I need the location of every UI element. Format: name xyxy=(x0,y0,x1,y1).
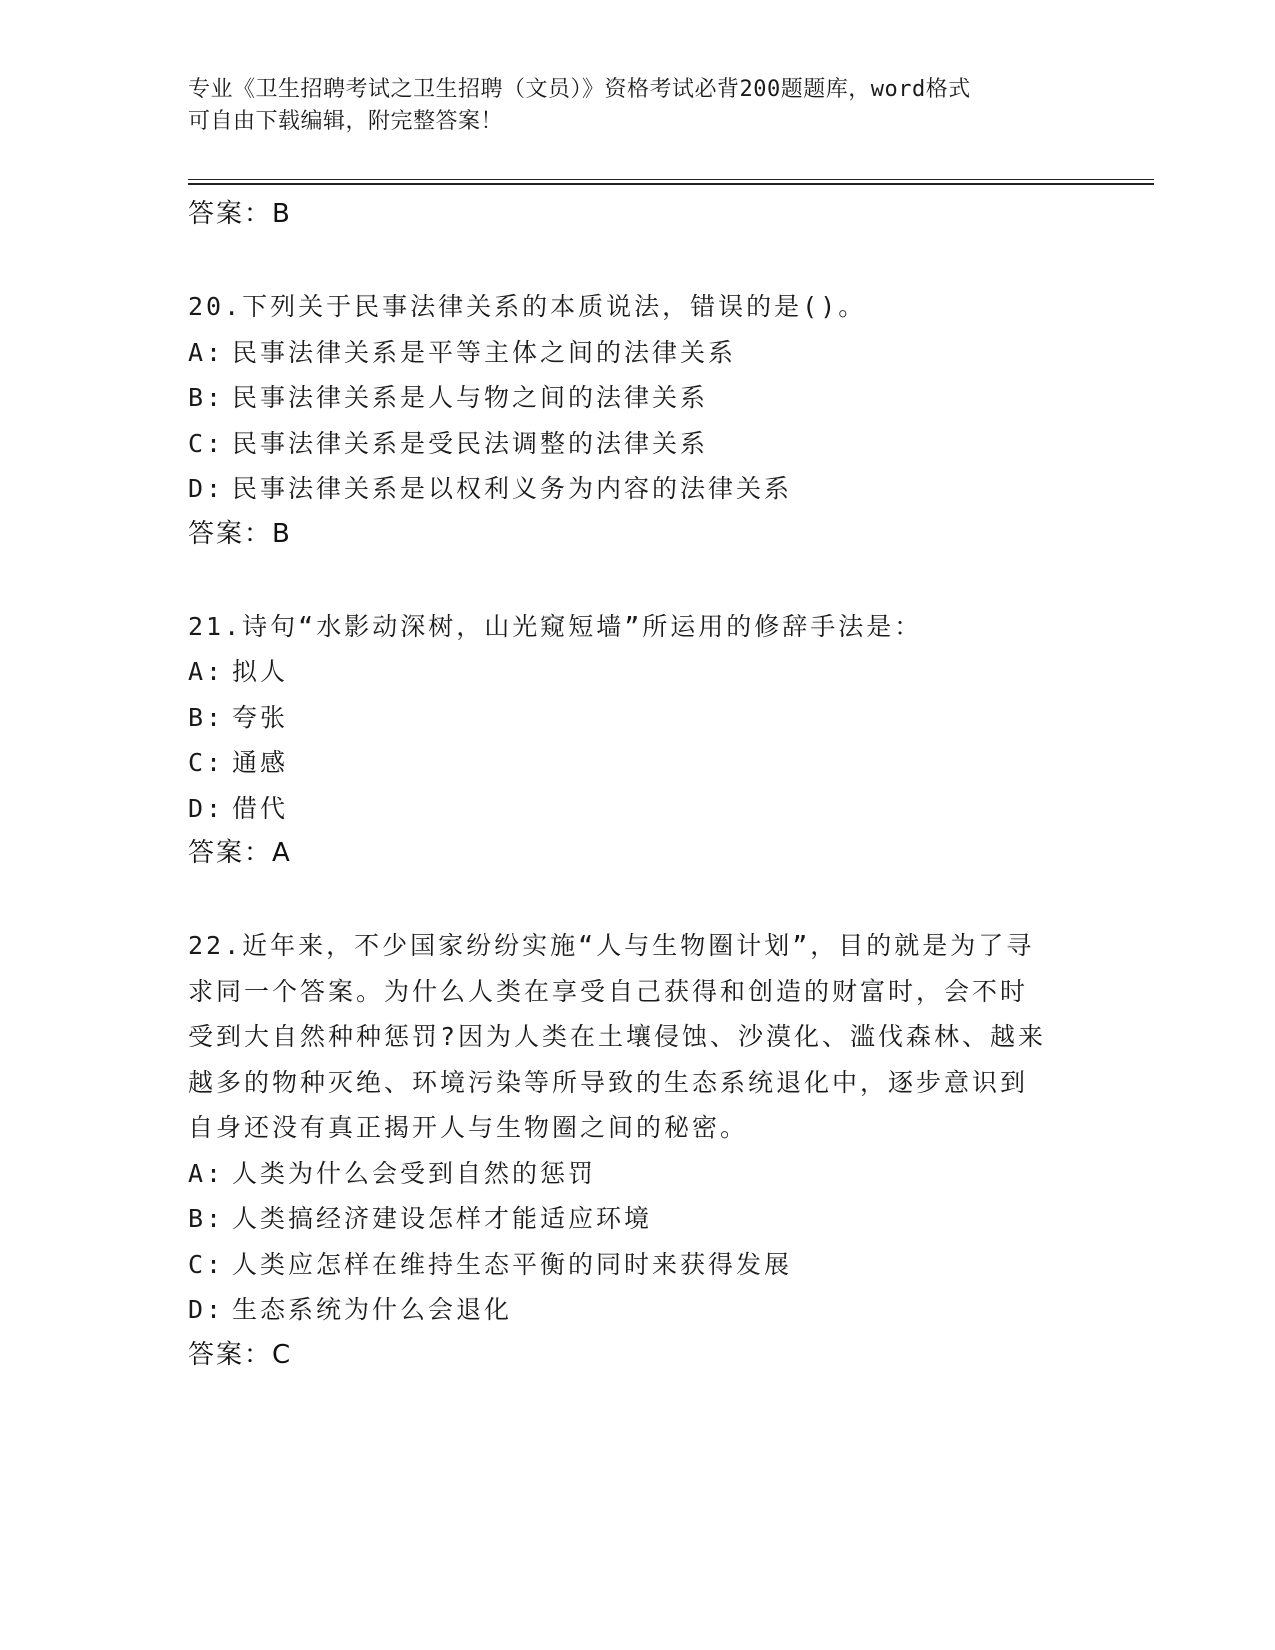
page-header xyxy=(188,74,1088,138)
option-key: D: xyxy=(188,1295,225,1324)
option-a xyxy=(188,330,1088,376)
option-text: 人类搞经济建设怎样才能适应环境 xyxy=(232,1204,653,1233)
answer-line: 答案：B xyxy=(188,518,292,549)
question-text xyxy=(188,604,1088,650)
option-key: A: xyxy=(188,1158,225,1188)
option-text: 拟人 xyxy=(232,657,289,686)
question-text-line: 21.诗句“水影动深树，山光窥短墙”所运用的修辞手法是： xyxy=(188,611,923,641)
option-d xyxy=(188,1287,1088,1333)
option-key: C: xyxy=(188,428,225,458)
spacer xyxy=(188,236,1088,284)
option-key: A: xyxy=(188,657,225,686)
answer-line: 答案：A xyxy=(188,838,292,868)
header-line: 可自由下载编辑，附完整答案！ xyxy=(188,109,504,134)
option-a xyxy=(188,1151,1088,1197)
option-text: 生态系统为什么会退化 xyxy=(232,1295,513,1324)
option-text: 人类为什么会受到自然的惩罚 xyxy=(232,1158,597,1188)
spacer xyxy=(188,875,1088,923)
question-text-line: 受到大自然种种惩罚?因为人类在土壤侵蚀、沙漠化、滥伐森林、越来 xyxy=(188,1022,1047,1051)
document-body xyxy=(188,192,1088,1377)
option-text: 民事法律关系是以权利义务为内容的法律关系 xyxy=(232,474,793,503)
option-text: 民事法律关系是平等主体之间的法律关系 xyxy=(232,337,737,367)
header-line: 专业《卫生招聘考试之卫生招聘（文员）》资格考试必背200题题库，word格式 xyxy=(188,77,971,102)
option-c xyxy=(188,421,1088,467)
option-d xyxy=(188,786,1088,832)
option-key: B: xyxy=(188,1204,225,1233)
option-text: 通感 xyxy=(232,748,289,777)
option-a xyxy=(188,649,1088,695)
option-b xyxy=(188,375,1088,421)
option-key: B: xyxy=(188,702,225,732)
option-b xyxy=(188,695,1088,741)
option-text: 夸张 xyxy=(232,702,289,732)
question-22 xyxy=(188,923,1088,1377)
spacer xyxy=(188,556,1088,604)
option-text: 民事法律关系是人与物之间的法律关系 xyxy=(232,383,709,412)
question-text xyxy=(188,284,1088,330)
question-text-line: 22.近年来，不少国家纷纷实施“人与生物圈计划”，目的就是为了寻 xyxy=(188,931,1035,960)
option-text: 借代 xyxy=(232,793,289,823)
option-key: C: xyxy=(188,748,225,777)
question-text-line: 越多的物种灭绝、环境污染等所导致的生态系统退化中，逐步意识到 xyxy=(188,1067,1029,1097)
question-text xyxy=(188,923,1088,1151)
option-key: A: xyxy=(188,337,225,367)
option-d xyxy=(188,466,1088,512)
question-21 xyxy=(188,604,1088,876)
option-key: B: xyxy=(188,383,225,412)
question-20 xyxy=(188,284,1088,556)
question-text-line: 求同一个答案。为什么人类在享受自己获得和创造的财富时，会不时 xyxy=(188,976,1029,1006)
header-divider xyxy=(188,183,1154,185)
option-b xyxy=(188,1196,1088,1242)
option-key: C: xyxy=(188,1249,225,1279)
question-text-line: 20.下列关于民事法律关系的本质说法，错误的是()。 xyxy=(188,292,867,321)
option-text: 人类应怎样在维持生态平衡的同时来获得发展 xyxy=(232,1249,793,1279)
answer-line: 答案：C xyxy=(188,1339,293,1370)
answer-line: 答案：B xyxy=(188,199,292,229)
question-text-line: 自身还没有真正揭开人与生物圈之间的秘密。 xyxy=(188,1113,749,1142)
option-text: 民事法律关系是受民法调整的法律关系 xyxy=(232,428,709,458)
option-c xyxy=(188,1242,1088,1288)
header-divider xyxy=(188,179,1154,180)
option-key: D: xyxy=(188,793,225,823)
option-key: D: xyxy=(188,474,225,503)
option-c xyxy=(188,740,1088,786)
